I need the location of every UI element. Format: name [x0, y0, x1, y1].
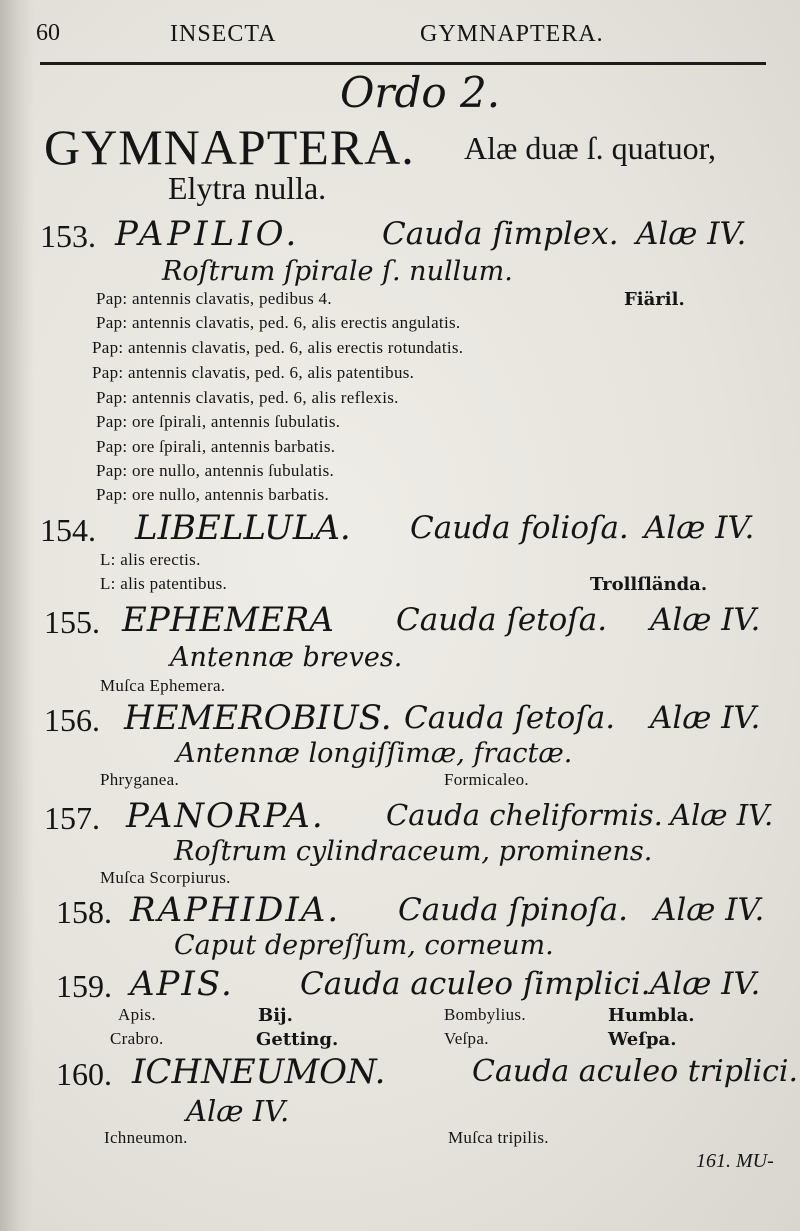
genus-subcharacter: Roſtrum ſpirale ſ. nullum.: [162, 256, 513, 287]
running-title-right: GYMNAPTERA.: [420, 21, 604, 47]
genus-subcharacter: Antennæ breves.: [170, 642, 403, 673]
species-line: Apis.: [118, 1005, 156, 1024]
species-line: Pap: ore nullo, antennis ſubulatis.: [96, 461, 335, 480]
species-line: Bombylius.: [444, 1005, 526, 1024]
genus-character: Cauda ſetoſa.: [404, 700, 616, 736]
species-line: Pap: ore nullo, antennis barbatis.: [96, 485, 330, 504]
genus-wings: Alæ IV.: [654, 892, 765, 928]
genus-number: 155.: [44, 604, 100, 640]
species-line: Pap: antennis clavatis, pedibus 4.: [96, 289, 332, 308]
genus-name: ICHNEUMON.: [132, 1052, 386, 1092]
genus-wings: Alæ IV.: [650, 966, 761, 1002]
page-gutter: [0, 0, 34, 1231]
genus-wings: Alæ IV.: [650, 700, 761, 736]
header-rule: [40, 62, 766, 65]
genus-subcharacter: Caput depreſſum, corneum.: [174, 930, 554, 961]
species-line: Pap: ore ſpirali, antennis barbatis.: [96, 437, 336, 456]
genus-wings: Alæ IV.: [644, 510, 755, 546]
genus-number: 156.: [44, 702, 100, 738]
genus-number: 153.: [40, 218, 96, 254]
genus-number: 157.: [44, 800, 100, 836]
vernacular-name: Fiäril.: [624, 289, 685, 310]
running-title-left: INSECTA: [170, 21, 277, 47]
genus-name: LIBELLULA.: [135, 508, 351, 548]
genus-name: HEMEROBIUS.: [124, 698, 392, 738]
species-line: Muſca Scorpiurus.: [100, 868, 231, 887]
genus-wings: Alæ IV.: [670, 798, 774, 832]
genus-character: Cauda aculeo ſimplici.: [300, 966, 651, 1002]
species-line: Veſpa.: [444, 1029, 489, 1048]
genus-number: 160.: [56, 1056, 112, 1092]
vernacular-name: Humbla.: [608, 1005, 695, 1026]
genus-wings: Alæ IV.: [186, 1094, 290, 1128]
page-number: 60: [36, 20, 60, 46]
species-line: Pap: ore ſpirali, antennis ſubulatis.: [96, 412, 341, 431]
genus-name: RAPHIDIA.: [130, 890, 341, 930]
genus-number: 158.: [56, 894, 112, 930]
species-line: Muſca tripilis.: [448, 1128, 549, 1147]
species-line: Phryganea.: [100, 770, 180, 789]
ordo-description-2: Elytra nulla.: [168, 170, 327, 206]
genus-subcharacter: Roſtrum cylindraceum, prominens.: [174, 836, 653, 867]
species-line: Crabro.: [110, 1029, 164, 1048]
genus-wings: Alæ IV.: [636, 216, 747, 252]
genus-character: Cauda ſpinoſa.: [398, 892, 629, 928]
species-line: Ichneumon.: [104, 1128, 188, 1147]
genus-character: Cauda ſetoſa.: [396, 602, 608, 638]
genus-character: Cauda folioſa.: [410, 510, 629, 546]
genus-subcharacter: Antennæ longiſſimæ, fractæ.: [176, 738, 573, 769]
genus-name: EPHEMERA: [122, 600, 334, 640]
genus-number: 159.: [56, 968, 112, 1004]
genus-character: Cauda cheliformis.: [386, 798, 663, 832]
genus-character: Cauda ſimplex.: [382, 216, 619, 252]
vernacular-name: Bij.: [258, 1005, 293, 1026]
species-line: Muſca Ephemera.: [100, 676, 226, 695]
genus-name: APIS.: [130, 964, 234, 1004]
species-line: Pap: antennis clavatis, ped. 6, alis erectis angulatis.: [96, 313, 461, 332]
genus-name: PANORPA.: [126, 796, 325, 836]
ordo-name: GYMNAPTERA.: [44, 119, 415, 175]
species-line: Pap: antennis clavatis, ped. 6, alis patentibus.: [92, 363, 415, 382]
vernacular-name: Weſpa.: [608, 1029, 677, 1050]
ordo-description: Alæ duæ ſ. quatuor,: [464, 130, 717, 166]
vernacular-name: Trollſlända.: [590, 574, 708, 595]
species-line: Pap: antennis clavatis, ped. 6, alis erectis rotundatis.: [92, 338, 464, 357]
ordo-label: Ordo 2.: [340, 68, 501, 117]
species-line: L: alis patentibus.: [100, 574, 228, 593]
catchword: 161. MU-: [696, 1150, 774, 1172]
genus-wings: Alæ IV.: [650, 602, 761, 638]
genus-character: Cauda aculeo triplici.: [472, 1054, 799, 1089]
genus-number: 154.: [40, 512, 96, 548]
species-line: Formicaleo.: [444, 770, 529, 789]
species-line: Pap: antennis clavatis, ped. 6, alis reflexis.: [96, 388, 399, 407]
species-line: L: alis erectis.: [100, 550, 201, 569]
vernacular-name: Getting.: [256, 1029, 339, 1050]
genus-name: PAPILIO.: [115, 214, 301, 254]
